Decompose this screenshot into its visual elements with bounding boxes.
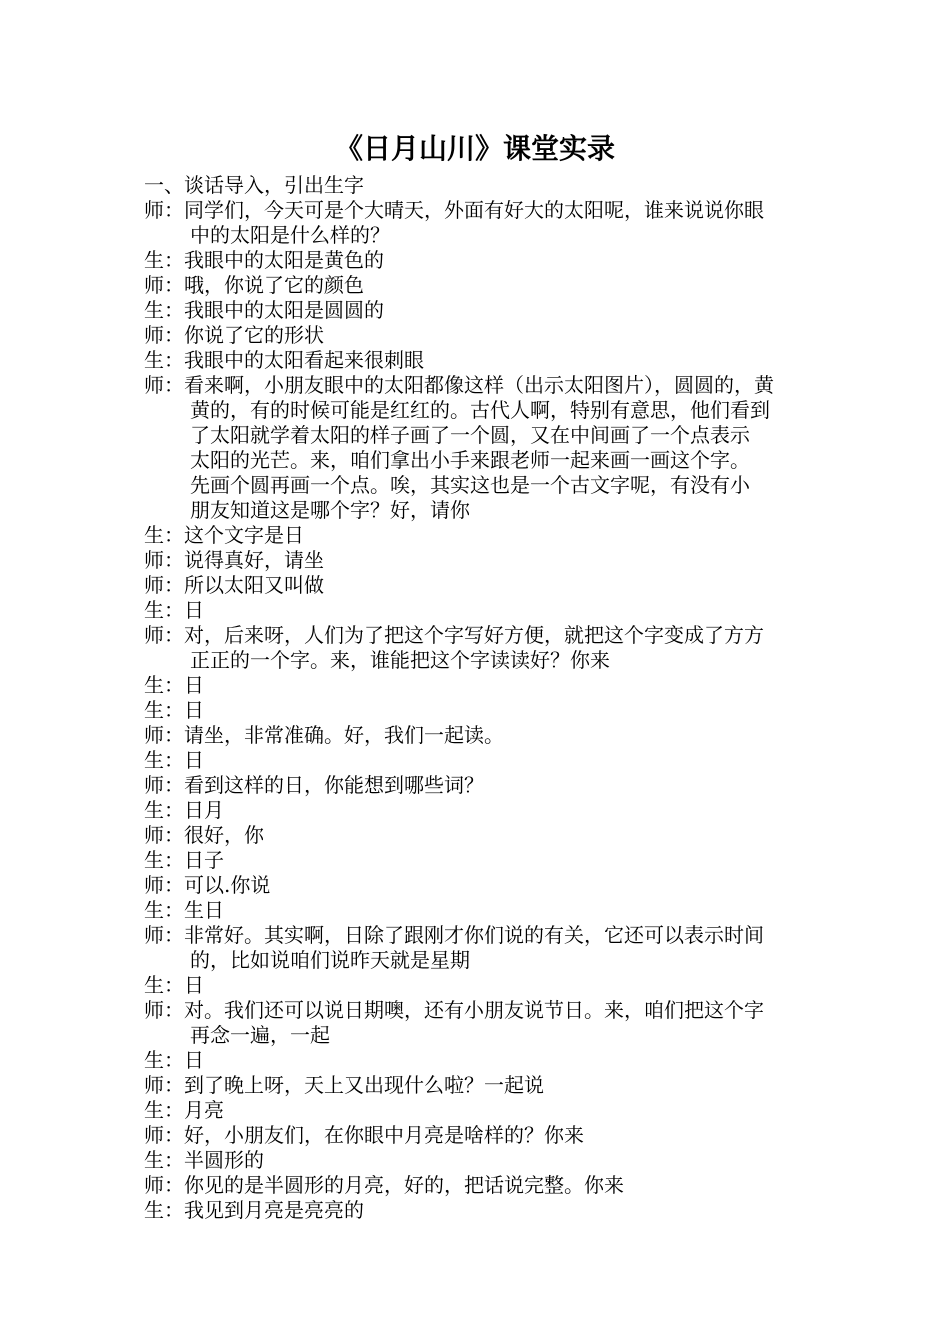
speaker-label: 生： xyxy=(144,673,184,697)
speaker-label: 生： xyxy=(144,898,184,922)
dialog-turn xyxy=(144,1048,808,1073)
utterance-text: 你见的是半圆形的月亮，好的，把话说完整。你来 xyxy=(184,1173,624,1197)
dialog-line xyxy=(144,1048,808,1073)
utterance-text: 日 xyxy=(184,698,204,722)
dialog-line xyxy=(144,348,808,373)
dialog-line xyxy=(144,723,808,748)
utterance-text: 再念一遍，一起 xyxy=(190,1023,330,1047)
utterance-text: 日月 xyxy=(184,798,224,822)
dialog-turn xyxy=(144,598,808,623)
utterance-text: 太阳的光芒。来，咱们拿出小手来跟老师一起来画一画这个字。 xyxy=(190,448,750,472)
dialog-turn xyxy=(144,698,808,723)
utterance-text: 看来啊，小朋友眼中的太阳都像这样（出示太阳图片），圆圆的，黄 xyxy=(184,373,774,397)
dialog-line xyxy=(144,573,808,598)
dialog-line-continuation xyxy=(144,223,808,248)
dialog-line xyxy=(144,923,808,948)
speaker-label: 生： xyxy=(144,298,184,322)
speaker-label: 生： xyxy=(144,1198,184,1222)
utterance-text: 生日 xyxy=(184,898,224,922)
utterance-text: 我见到月亮是亮亮的 xyxy=(184,1198,364,1222)
speaker-label: 师： xyxy=(144,198,184,222)
utterance-text: 半圆形的 xyxy=(184,1148,264,1172)
dialog-turn xyxy=(144,248,808,273)
dialog-line xyxy=(144,1173,808,1198)
speaker-label: 生： xyxy=(144,1098,184,1122)
utterance-text: 你说了它的形状 xyxy=(184,323,324,347)
dialog-turn xyxy=(144,323,808,348)
speaker-label: 师： xyxy=(144,873,184,897)
dialog-line xyxy=(144,273,808,298)
dialog-turn xyxy=(144,798,808,823)
utterance-text: 黄的，有的时候可能是红红的。古代人啊，特别有意思，他们看到 xyxy=(190,398,770,422)
speaker-label: 生： xyxy=(144,1148,184,1172)
dialog-line-continuation xyxy=(144,448,808,473)
dialog-line-continuation xyxy=(144,423,808,448)
dialog-turn xyxy=(144,348,808,373)
speaker-label: 师： xyxy=(144,573,184,597)
utterance-text: 日 xyxy=(184,973,204,997)
dialog-line xyxy=(144,548,808,573)
speaker-label: 生： xyxy=(144,848,184,872)
utterance-text: 可以.你说 xyxy=(184,873,271,897)
speaker-label: 师： xyxy=(144,373,184,397)
dialog-line xyxy=(144,873,808,898)
utterance-text: 对，后来呀，人们为了把这个字写好方便，就把这个字变成了方方 xyxy=(184,623,764,647)
speaker-label: 生： xyxy=(144,523,184,547)
utterance-text: 看到这样的日，你能想到哪些词？ xyxy=(184,773,484,797)
dialog-line xyxy=(144,748,808,773)
utterance-text: 日 xyxy=(184,748,204,772)
speaker-label: 师： xyxy=(144,723,184,747)
utterance-text: 请坐，非常准确。好，我们一起读。 xyxy=(184,723,504,747)
dialog-line xyxy=(144,823,808,848)
speaker-label: 生： xyxy=(144,748,184,772)
dialog-line-continuation xyxy=(144,1023,808,1048)
speaker-label: 生： xyxy=(144,698,184,722)
dialog-line-continuation xyxy=(144,498,808,523)
dialog-line xyxy=(144,1198,808,1223)
dialog-turn xyxy=(144,198,808,248)
utterance-text: 哦，你说了它的颜色 xyxy=(184,273,364,297)
dialog-turn xyxy=(144,873,808,898)
dialog-line xyxy=(144,373,808,398)
utterance-text: 月亮 xyxy=(184,1098,224,1122)
speaker-label: 师： xyxy=(144,923,184,947)
section-heading: 一、谈话导入，引出生字 xyxy=(144,173,364,197)
dialog-turn xyxy=(144,998,808,1048)
dialog-turn xyxy=(144,273,808,298)
dialog-line xyxy=(144,523,808,548)
dialog-line xyxy=(144,1123,808,1148)
dialog-turn xyxy=(144,373,808,523)
utterance-text: 所以太阳又叫做 xyxy=(184,573,324,597)
dialog-turn xyxy=(144,623,808,673)
utterance-text: 我眼中的太阳是圆圆的 xyxy=(184,298,384,322)
speaker-label: 师： xyxy=(144,1073,184,1097)
dialog-turn xyxy=(144,673,808,698)
dialog-turn xyxy=(144,848,808,873)
dialog-line xyxy=(144,698,808,723)
dialog-turn xyxy=(144,548,808,573)
dialog-turn xyxy=(144,573,808,598)
utterance-text: 日 xyxy=(184,598,204,622)
dialog-line-continuation xyxy=(144,648,808,673)
speaker-label: 生： xyxy=(144,248,184,272)
utterance-text: 对。我们还可以说日期噢，还有小朋友说节日。来，咱们把这个字 xyxy=(184,998,764,1022)
dialog-line xyxy=(144,773,808,798)
dialog-turn xyxy=(144,1148,808,1173)
dialog-turn xyxy=(144,298,808,323)
speaker-label: 师： xyxy=(144,548,184,572)
utterance-text: 很好，你 xyxy=(184,823,264,847)
speaker-label: 师： xyxy=(144,1123,184,1147)
dialog-line-continuation xyxy=(144,473,808,498)
dialog-line xyxy=(144,1098,808,1123)
utterance-text: 日 xyxy=(184,673,204,697)
dialog-line xyxy=(144,298,808,323)
transcript-body xyxy=(144,173,808,1223)
dialog-line xyxy=(144,323,808,348)
utterance-text: 日 xyxy=(184,1048,204,1072)
dialog-line xyxy=(144,598,808,623)
dialog-turn xyxy=(144,1198,808,1223)
dialog-turn xyxy=(144,1098,808,1123)
speaker-label: 生： xyxy=(144,598,184,622)
dialog-turn xyxy=(144,898,808,923)
dialog-turn xyxy=(144,773,808,798)
utterance-text: 正正的一个字。来，谁能把这个字读读好？你来 xyxy=(190,648,610,672)
speaker-label: 师： xyxy=(144,623,184,647)
speaker-label: 生： xyxy=(144,798,184,822)
utterance-text: 中的太阳是什么样的？ xyxy=(190,223,390,247)
utterance-text: 了太阳就学着太阳的样子画了一个圆，又在中间画了一个点表示 xyxy=(190,423,750,447)
dialog-turn xyxy=(144,1073,808,1098)
dialog-turn xyxy=(144,523,808,548)
speaker-label: 师： xyxy=(144,823,184,847)
dialog-line xyxy=(144,998,808,1023)
dialog-turn xyxy=(144,723,808,748)
dialog-line xyxy=(144,973,808,998)
utterance-text: 非常好。其实啊，日除了跟刚才你们说的有关，它还可以表示时间 xyxy=(184,923,764,947)
dialog-line xyxy=(144,1148,808,1173)
dialog-turn xyxy=(144,1173,808,1198)
dialog-line xyxy=(144,898,808,923)
utterance-text: 这个文字是日 xyxy=(184,523,304,547)
speaker-label: 师： xyxy=(144,773,184,797)
dialog-turn xyxy=(144,1123,808,1148)
utterance-text: 日子 xyxy=(184,848,224,872)
utterance-text: 朋友知道这是哪个字？好，请你 xyxy=(190,498,470,522)
dialog-line xyxy=(144,623,808,648)
dialog-line xyxy=(144,673,808,698)
dialog-turn xyxy=(144,973,808,998)
utterance-text: 我眼中的太阳是黄色的 xyxy=(184,248,384,272)
dialog-line-continuation xyxy=(144,948,808,973)
speaker-label: 生： xyxy=(144,1048,184,1072)
utterance-text: 好，小朋友们，在你眼中月亮是啥样的？你来 xyxy=(184,1123,584,1147)
dialog-line xyxy=(144,248,808,273)
dialog-turn xyxy=(144,748,808,773)
dialog-line xyxy=(144,1073,808,1098)
speaker-label: 生： xyxy=(144,973,184,997)
document-title: 《日月山川》课堂实录 xyxy=(334,132,615,165)
utterance-text: 说得真好，请坐 xyxy=(184,548,324,572)
speaker-label: 生： xyxy=(144,348,184,372)
dialog-turn xyxy=(144,823,808,848)
speaker-label: 师： xyxy=(144,998,184,1022)
speaker-label: 师： xyxy=(144,273,184,297)
dialog-line xyxy=(144,848,808,873)
dialog-line-continuation xyxy=(144,398,808,423)
utterance-text: 的，比如说咱们说昨天就是星期 xyxy=(190,948,470,972)
dialog-turn xyxy=(144,923,808,973)
speaker-label: 师： xyxy=(144,1173,184,1197)
utterance-text: 我眼中的太阳看起来很刺眼 xyxy=(184,348,424,372)
dialog-line xyxy=(144,798,808,823)
utterance-text: 先画个圆再画一个点。唉，其实这也是一个古文字呢，有没有小 xyxy=(190,473,750,497)
utterance-text: 同学们，今天可是个大晴天，外面有好大的太阳呢，谁来说说你眼 xyxy=(184,198,764,222)
speaker-label: 师： xyxy=(144,323,184,347)
utterance-text: 到了晚上呀，天上又出现什么啦？一起说 xyxy=(184,1073,544,1097)
dialog-line xyxy=(144,198,808,223)
